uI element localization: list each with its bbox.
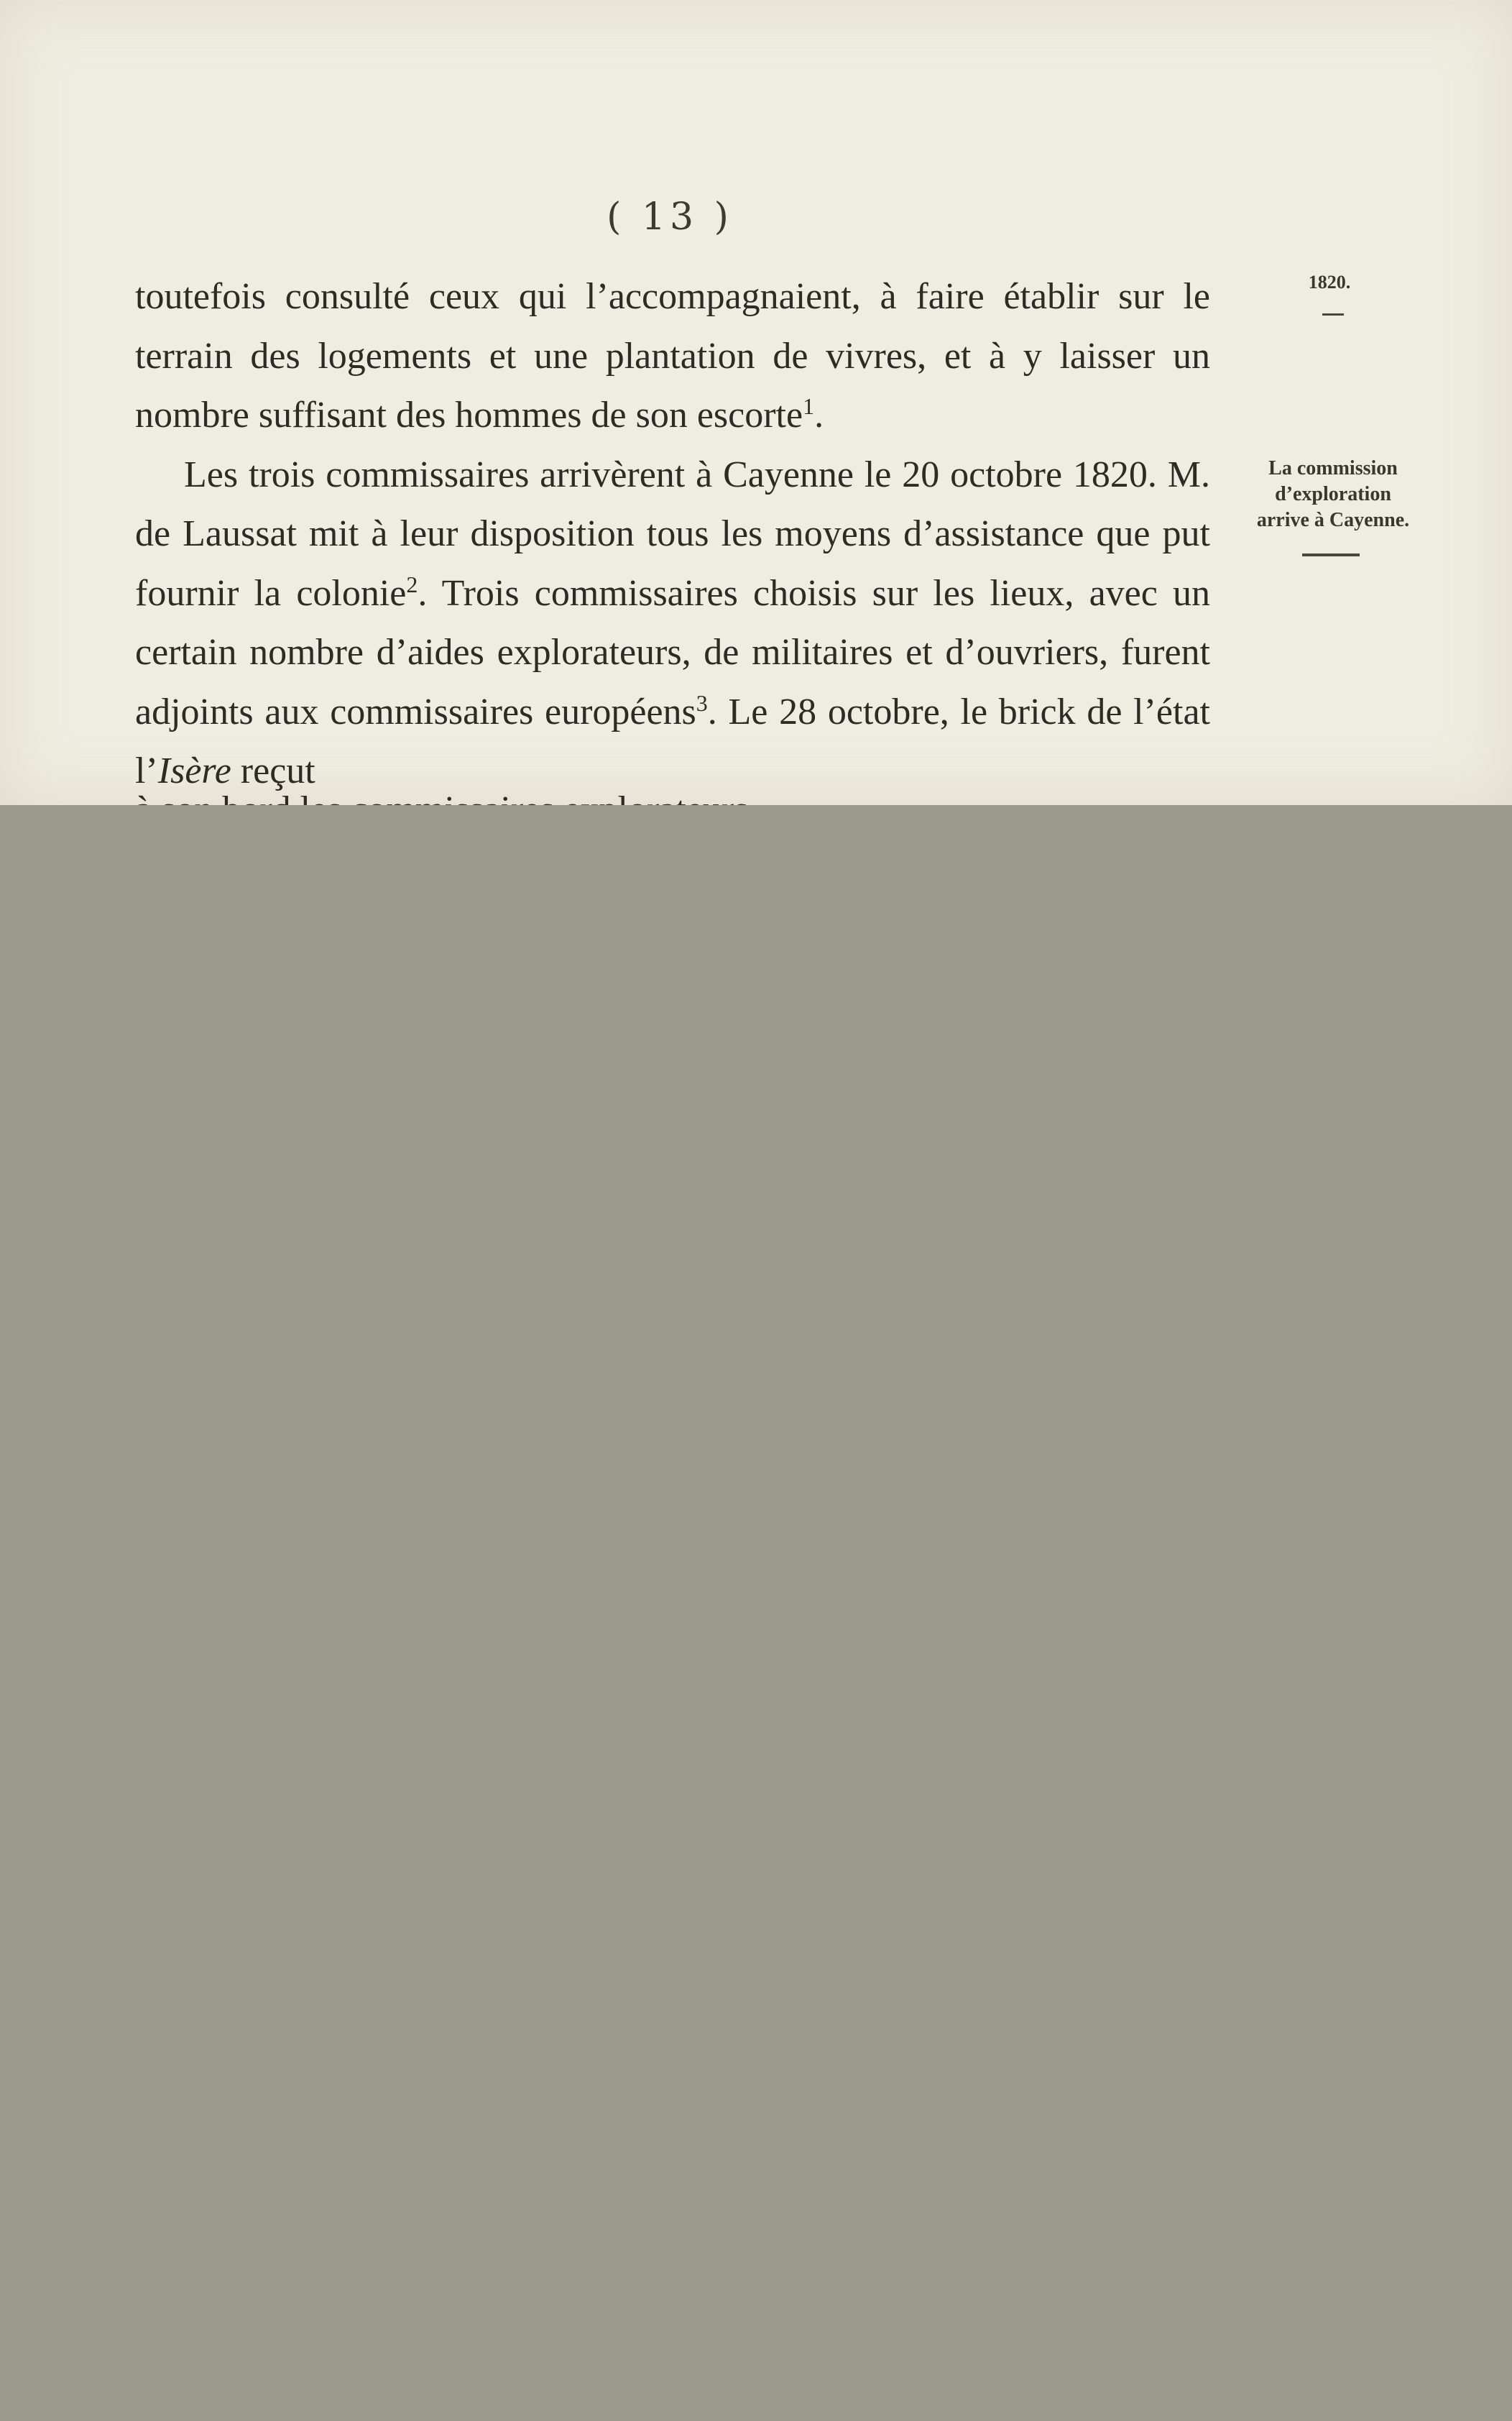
margin-note-rule — [1302, 553, 1360, 556]
paragraph-1-tail: . — [814, 395, 824, 436]
page-number: ( 13 ) — [607, 196, 733, 239]
margin-note-line-3: arrive à Cayenne. — [1256, 509, 1410, 531]
margin-year-rule — [1322, 313, 1344, 316]
cut-off-line — [135, 781, 1213, 805]
paragraph-2-text-a: Les trois commissaires arrivèrent à Cayenne le 20 octobre 1820. M. de Laussat mit à leur disposition tous les moyens d’assistance que put fournir la colonie — [135, 454, 1210, 614]
cut-off-area — [0, 805, 1512, 2421]
margin-year: 1820. — [1308, 272, 1351, 293]
footnote-marker-2: 2 — [406, 571, 418, 597]
margin-note — [1222, 456, 1444, 533]
ship-name: Isère — [157, 750, 231, 791]
paragraph-2-text-c: . Le 28 octobre, le brick de l’état l’ — [135, 691, 1210, 791]
margin-note-line-2: d’exploration — [1275, 483, 1391, 505]
paragraph-1-text: toutefois consulté ceux qui l’accompagnaient, à faire établir sur le terrain des logements et une plantation de vivres, et à y laisser un nombre suffisant des hommes de son escorte — [135, 276, 1210, 436]
margin-note-line-1: La commission — [1268, 457, 1398, 479]
body-text — [135, 267, 1210, 801]
paragraph-2-text-b: . Trois commissaires choisis sur les lieux, avec un certain nombre d’aides explorateurs, de militaires et d’ouvriers, furent adjoints aux commissaires européens — [135, 572, 1211, 732]
paragraph-2-text-d: reçut — [231, 750, 315, 791]
footnote-marker-1: 1 — [803, 393, 815, 419]
paragraph-2 — [135, 446, 1210, 801]
paragraph-1 — [135, 267, 1210, 446]
document-page — [0, 0, 1512, 805]
footnote-marker-3: 3 — [696, 689, 708, 716]
